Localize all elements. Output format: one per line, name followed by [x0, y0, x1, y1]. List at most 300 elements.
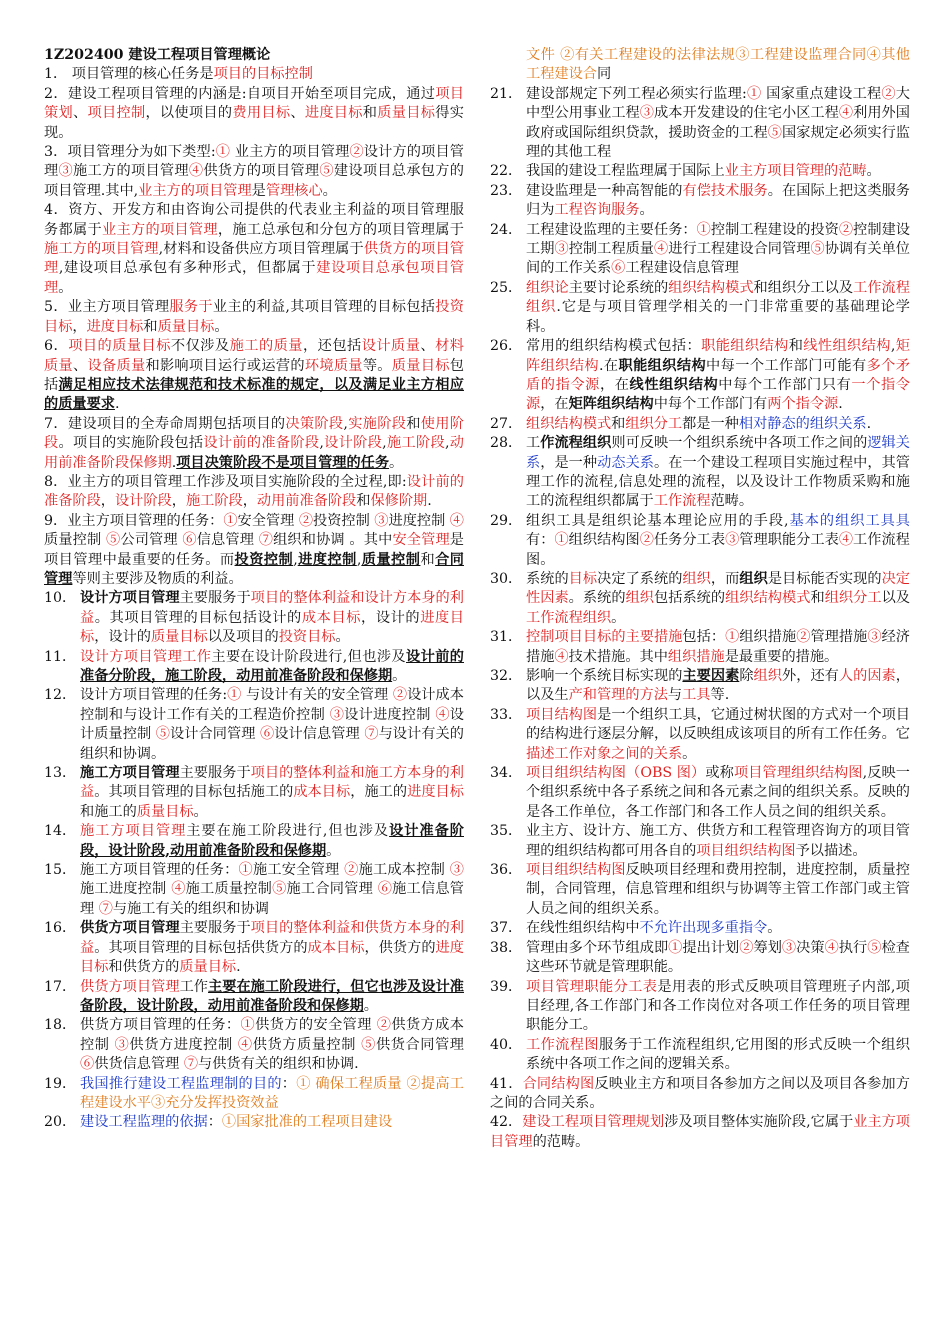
item-number: 32． [490, 668, 523, 684]
text-run: 7．建设项目的全寿命周期包括项目的 [44, 415, 286, 432]
text-run: 投资目标 [278, 629, 336, 646]
text-run: ④ [838, 105, 854, 122]
text-run: ⑤ [272, 881, 287, 898]
text-run: 建设工程项目管理规划 [522, 1114, 665, 1131]
text-run: ⑤ [361, 1036, 376, 1053]
text-run: 矩阵组织结构 [568, 396, 654, 413]
text-run: 职能组织结构 [618, 357, 707, 374]
text-run: ③ [867, 629, 882, 646]
text-run: 施工信息管理 [80, 881, 464, 917]
item-text [80, 1075, 464, 1114]
text-run: 项目的质量目标 [68, 338, 171, 355]
text-run: 供货信息管理 [94, 1056, 184, 1073]
text-run: 4．资方、开发方和由咨询公司提供的代表业主利益的项目管理服务都属于 [44, 202, 464, 238]
text-run: 包括系统的 [654, 590, 726, 607]
text-run: 项目组织结构图 [526, 862, 626, 879]
text-run: 和 [420, 551, 436, 568]
item-text [526, 85, 910, 163]
text-run: 和 [611, 415, 626, 432]
list-item [490, 434, 910, 512]
text-run: ⑤ [319, 163, 334, 180]
item-number: 36． [490, 862, 523, 879]
text-run: ① [746, 85, 762, 102]
text-run: ① 确保工程质量 [296, 1075, 407, 1092]
list-item [490, 221, 910, 279]
text-run: ⑥ [80, 1056, 95, 1073]
right-column [490, 46, 910, 1152]
text-run: ⑥ [611, 260, 626, 277]
text-run: ④ [171, 881, 186, 898]
text-run: 建设项目总承包项目管理 [44, 260, 464, 296]
text-run: 工具 [682, 687, 711, 704]
text-run: 施工成本控制 [358, 862, 450, 879]
text-run: 涉及项目整体实施阶段,它属于 [664, 1114, 854, 1131]
text-run: 逻辑关系 [526, 435, 910, 471]
text-run: 进度目标 [86, 318, 144, 335]
list-item [490, 279, 910, 337]
text-run: 大中型公用事业工程 [526, 85, 910, 122]
list-item [490, 1036, 910, 1075]
text-run: 以及项目的 [207, 629, 279, 646]
item-text [526, 570, 910, 628]
item-text [526, 512, 910, 570]
text-run: ③ [554, 241, 569, 258]
paragraph [44, 298, 464, 337]
text-run: 和影响项目运行或运营的 [145, 357, 305, 374]
text-run: ②提高工程建设水平③充分发挥投资效益 [80, 1075, 464, 1111]
text-run: 目标 [568, 570, 598, 587]
item-number: 16． [44, 920, 77, 937]
item-text [526, 1036, 910, 1075]
text-run: 经济措施 [526, 629, 910, 665]
text-run: , [444, 435, 450, 452]
text-run: 和 [810, 590, 825, 607]
text-run: ① [668, 939, 683, 956]
text-run: 供货方的安全管理 [255, 1017, 377, 1034]
text-run: 项目管理职能分工表 [526, 978, 658, 995]
text-run: 。 [58, 279, 73, 296]
text-run: 任务分工表 [653, 532, 726, 549]
text-run: 是 [251, 182, 266, 199]
item-number: 30． [490, 570, 523, 587]
text-run: .它是与项目管理学相关的一门非常重要的基础理论学科。 [526, 299, 910, 335]
text-run: . [838, 396, 843, 413]
text-run: 投资控制 [234, 551, 294, 568]
text-run: 。 [639, 202, 654, 219]
text-run: 。 [214, 318, 229, 335]
text-run: ① [554, 532, 569, 549]
text-run: 成本目标 [293, 784, 351, 801]
text-run: ，是一种 [540, 454, 598, 471]
text-run: 设计阶段 [323, 435, 383, 452]
text-run: 和 [143, 318, 158, 335]
text-run: 线性组织结构 [629, 376, 719, 393]
item-number: 34． [490, 765, 523, 782]
item-number: 15． [44, 862, 77, 879]
text-run: 、 [420, 338, 436, 355]
text-run: 决策阶段 [285, 415, 344, 432]
text-run: 和组织分工以及 [753, 279, 854, 296]
text-run: ，以使项目的 [145, 105, 233, 122]
text-run: 项目的整体利益和供货方本身的利益 [80, 920, 464, 956]
text-run: 设计方项目管理 [80, 590, 180, 607]
text-run: 项目组织结构图（OBS 图） [526, 765, 706, 782]
text-run: 、 [290, 105, 305, 122]
text-run: 组织分工 [625, 415, 683, 432]
text-run: 施工的质量 [229, 338, 303, 355]
text-run: ,建设项目总承包有多种形式，但都属于 [58, 260, 317, 277]
text-run: 多个矛盾的指令源 [526, 357, 910, 393]
text-run: 工程建设信息管理 [625, 260, 739, 277]
text-run: ①国家批准的工程项目建设 [221, 1114, 393, 1131]
list-item [44, 1113, 464, 1132]
item-number: 24． [490, 221, 523, 238]
text-run: 产和管理的方法 [568, 687, 668, 704]
text-run: ⑥ [260, 726, 275, 743]
text-run: 安全管理 [237, 512, 299, 529]
list-item [490, 764, 910, 822]
text-run: 业主方的项目管理 [101, 221, 218, 238]
text-run: ④ [449, 512, 464, 529]
text-run: 成本目标 [307, 939, 365, 956]
paragraph [490, 1075, 910, 1114]
text-run: 组织措施 [667, 648, 725, 665]
text-run: 利用外国政府或国际组织贷款，援助资金的工程 [526, 105, 910, 141]
text-run: 6． [44, 338, 69, 355]
list-item [490, 512, 910, 570]
text-run: 动态关系 [597, 454, 655, 471]
text-run: 描述工作对象之间的关系 [526, 745, 683, 762]
text-run: 控制建设工期 [526, 221, 910, 258]
list-item [44, 1016, 464, 1074]
paragraph [44, 415, 464, 473]
list-item [490, 939, 910, 978]
list-item [44, 919, 464, 977]
text-run: . [866, 415, 872, 432]
text-run: 业主方的项目管理 [138, 182, 252, 199]
text-run: 1． 项目管理的核心任务是 [44, 66, 214, 83]
item-number: 11． [44, 648, 77, 665]
text-run: 常用的组织结构模式包括： [526, 338, 702, 355]
text-run: 质量目标 [377, 105, 436, 122]
paragraph [490, 46, 910, 85]
text-run: 设计合同管理 [170, 726, 261, 743]
text-run: 予以描述。 [795, 842, 867, 859]
text-run: 质量目标 [136, 803, 194, 820]
list-item [44, 861, 464, 919]
text-run: 文件 ②有关工程建设的法律法规③工程建设监理合同④其他工程建设合 [526, 47, 910, 83]
text-run: 不仅涉及 [170, 338, 230, 355]
text-run: 系统的 [526, 570, 569, 587]
text-run: 施工阶段 [185, 493, 243, 510]
list-item [490, 667, 910, 706]
item-number: 33． [490, 706, 523, 723]
item-number: 27． [490, 415, 523, 432]
text-run: 进行工程建设合同管理 [668, 241, 811, 258]
text-run: 动用前准备阶段 [256, 493, 357, 510]
text-run: 则可反映一个组织系统中各项工作之间的 [611, 435, 868, 452]
text-run: 组织分工 [824, 590, 882, 607]
text-run: 设计进度控制 [344, 706, 436, 723]
text-run: ， [72, 318, 87, 335]
text-run: 和 [406, 415, 421, 432]
text-run: ② [796, 629, 811, 646]
text-run: 一个指令源 [526, 376, 910, 413]
text-run: ，设计的 [94, 629, 151, 646]
paragraph [44, 512, 464, 590]
text-run: 等则主要涉及物质的利益。 [72, 570, 243, 587]
text-run: 设计质量控制 [80, 706, 464, 743]
text-run: 组织结构图 [568, 532, 640, 549]
text-run: 设计方的项目管理 [44, 144, 464, 180]
text-run: 。 [767, 920, 782, 937]
text-run: , [293, 551, 298, 568]
text-run: 施工进度控制 [80, 881, 172, 898]
item-text [80, 978, 464, 1017]
text-run: 组织工具是组织论基本理论应用的手段, [526, 512, 789, 529]
text-run: 设计方项目管理工作 [80, 648, 212, 665]
text-run: ： [207, 1114, 222, 1131]
text-run: 。其项目管理的目标包括供货方的 [94, 939, 308, 956]
text-run: 安全管理 [392, 532, 450, 549]
text-run: 3．项目管理分为如下类型: [44, 144, 216, 161]
text-run: 。项目的实施阶段包括 [58, 435, 204, 452]
text-run: ② [376, 1017, 392, 1034]
text-run: ⑦ [183, 1056, 199, 1073]
text-run: 施工阶段 [386, 435, 445, 452]
text-run: 信息管理 [196, 532, 259, 549]
text-run: 。系统的 [568, 590, 626, 607]
text-run: 组织 [753, 668, 782, 684]
item-text [526, 939, 910, 978]
text-run: 工作流程图 [526, 1036, 599, 1053]
list-item [490, 182, 910, 221]
text-run: 协调有关单位间的工作关系 [526, 241, 910, 277]
text-run: 2．建设工程项目管理的内涵是:自项目开始至项目完成，通过 [44, 85, 436, 102]
text-run: 41． [490, 1075, 523, 1092]
text-run: 工 [526, 435, 541, 452]
text-run: 线性组织结构 [803, 338, 891, 355]
list-item [44, 589, 464, 647]
text-run: 材料质量 [44, 338, 464, 374]
text-run: 和 [356, 493, 371, 510]
text-run: 建设部规定下列工程必须实行监理: [526, 85, 747, 102]
item-text [526, 628, 910, 667]
list-item [490, 415, 910, 434]
text-run: 业主方、设计方、施工方、供货方和工程管理咨询方的项目管理的组织结构都可用各自的 [526, 823, 910, 859]
text-run: 组织和协调 。其中 [273, 532, 393, 549]
item-text [80, 589, 464, 647]
text-run: 合同管理 [44, 551, 464, 587]
text-run: 有偿技术服务 [682, 182, 768, 199]
text-run: ，在 [540, 396, 569, 413]
text-run: 设计前的准备阶段 [44, 473, 464, 510]
paragraph [44, 85, 464, 143]
text-run: 。 [326, 842, 341, 859]
text-run: 实施阶段 [347, 415, 407, 432]
text-run: 检查 这些环节就是管理职能。 [526, 939, 910, 976]
text-run: 外，还有 [782, 668, 839, 684]
text-run: ，而 [710, 570, 740, 587]
text-run: 1Z202400 建设工程项目管理概论 [44, 47, 271, 63]
list-item [44, 1075, 464, 1114]
text-run: ④ [435, 706, 450, 723]
text-run: 供货方的项目管理 [203, 163, 320, 180]
text-run: 项目决策阶段不是项目管理的任务 [176, 454, 390, 471]
text-run: 合同结构图 [522, 1075, 595, 1092]
text-run: 业主方项目管理 [490, 1114, 910, 1150]
text-run: , [890, 338, 896, 355]
text-run: 质量目标 [391, 357, 450, 374]
item-text [526, 764, 910, 822]
item-number: 13． [44, 765, 77, 782]
item-number: 21． [490, 85, 523, 102]
text-run: 供货方项目管理的任务： [80, 1017, 241, 1034]
text-run: 是目标能否实现的 [767, 570, 882, 587]
text-run: 、 [72, 357, 88, 374]
text-run: 施工方的项目管理 [44, 241, 159, 258]
list-item [44, 822, 464, 861]
text-run: 控制项目目标的主要措施 [526, 629, 683, 646]
text-run: 项目的目标控制 [213, 66, 313, 83]
item-number: 38． [490, 939, 523, 956]
paragraph [44, 201, 464, 298]
text-run: 有： [526, 532, 555, 549]
text-run: 管理职能分工表 [739, 532, 839, 549]
text-run: 包括： [682, 629, 726, 646]
text-run: 组织结构模式 [668, 279, 754, 296]
text-run: 公司管理 [120, 532, 183, 549]
section-title [44, 46, 464, 65]
text-run: 建设项目总承包方的项目管理.其中, [44, 163, 464, 199]
text-run: ③ [639, 105, 654, 122]
text-run: 管理由多个环节组成即 [526, 939, 669, 956]
text-run: 组织 [739, 570, 768, 587]
text-run: 投资目标 [44, 299, 464, 335]
text-run: 。 [193, 803, 208, 820]
text-run: . [427, 493, 432, 510]
text-run: 组织论 [526, 279, 569, 296]
text-run: 以及 [881, 590, 910, 607]
item-text [526, 279, 910, 337]
text-run: 除 [739, 668, 754, 684]
text-run: ⑤ [867, 939, 882, 956]
text-run: 等. [710, 687, 730, 704]
item-text [526, 706, 910, 764]
text-run: 施工方的项目管理 [73, 163, 189, 180]
text-run: 工作流程组织 [526, 609, 612, 626]
text-run: 服务于工作流程组织,它用图的形式反映一个组织系统中各项工作之间的逻辑关系。 [526, 1036, 910, 1073]
text-run: 作流程组织 [540, 435, 612, 452]
text-run: ② [639, 532, 654, 549]
text-run: 的范畴。 [532, 1133, 590, 1150]
text-run: ： [281, 1075, 297, 1092]
text-run: ,反映一个组织系统中各子系统之间和各元素之间的组织关系。反映的是各工作单位，各工作部门和各工作人员之间的组织关系。 [526, 765, 910, 820]
item-text [80, 1016, 464, 1074]
text-run: 供货方项目管理 [80, 920, 180, 937]
text-run: 同 [596, 66, 612, 83]
list-item [44, 978, 464, 1017]
item-text [80, 764, 464, 822]
text-run: ， [100, 493, 115, 510]
text-run: . [236, 959, 241, 976]
item-text [526, 182, 910, 221]
paragraph [44, 473, 464, 512]
item-text [526, 337, 910, 415]
text-run: 项目管理组织结构图 [733, 765, 863, 782]
text-run: ① [238, 862, 253, 879]
text-run: ① [227, 687, 242, 704]
text-run: 是项目管理中最重要的任务。而 [44, 532, 464, 568]
list-item [490, 337, 910, 415]
item-number: 18． [44, 1017, 77, 1034]
list-item [490, 628, 910, 667]
text-run: 供货方项目管理 [80, 978, 180, 995]
text-run: 反映业主方和项目各参加方之间以及项目各参加方之间的合同关系。 [490, 1075, 910, 1111]
list-item [44, 648, 464, 687]
text-run: 与设计有关的组织和协调。 [80, 726, 464, 762]
text-run: 施工质量控制 [185, 881, 273, 898]
list-item [490, 978, 910, 1036]
text-run: 使用阶段 [44, 415, 464, 452]
item-text [526, 919, 910, 938]
item-text [80, 919, 464, 977]
text-run: 。 [392, 668, 407, 684]
text-run: 主要讨论系统的 [568, 279, 669, 296]
text-run: ③ [114, 1036, 130, 1053]
paragraph [44, 65, 464, 84]
text-run: 服务于 [169, 299, 213, 316]
text-run: 和 [788, 338, 804, 355]
text-run: 5．业主方项目管理 [44, 299, 170, 316]
paragraph [490, 1113, 910, 1152]
text-run: 项目结构图 [526, 706, 598, 723]
text-run: 工作流程组织 [526, 279, 910, 316]
text-run: 项目策划 [44, 85, 464, 122]
text-run: 进度目标 [407, 784, 464, 801]
text-run: 主要服务于 [179, 590, 251, 607]
text-run: 工作流程图。 [526, 532, 910, 568]
item-number: 10． [44, 590, 77, 607]
text-run: 进度目标 [80, 939, 464, 976]
text-run: 决策 [796, 939, 825, 956]
item-number: 14． [44, 823, 77, 840]
text-run: 技术措施。其中 [568, 648, 668, 665]
text-run: ④ [188, 163, 204, 180]
text-run: 决定了系统的 [597, 570, 683, 587]
left-column [44, 46, 464, 1133]
text-run: 管理措施 [810, 629, 868, 646]
item-number: 39． [490, 978, 523, 995]
list-item [490, 85, 910, 163]
text-run: 主要在施工阶段进行,但也涉及 [186, 823, 390, 840]
text-run: 9．业主方项目管理的任务： [44, 512, 224, 529]
text-run: ③ [725, 532, 740, 549]
text-run: . [171, 454, 177, 471]
text-run: 组织结构模式 [725, 590, 811, 607]
text-run: ① [223, 512, 238, 529]
text-run: 项目的整体利益和设计方本身的利益 [80, 590, 464, 626]
item-text [80, 822, 464, 861]
text-run: ⑤ [810, 241, 825, 258]
text-run: ① [696, 221, 711, 238]
text-run: ，供货方的 [364, 939, 436, 956]
text-run: 国家重点建设工程 [761, 85, 882, 102]
text-run: ③ [781, 939, 797, 956]
text-run: 组织 [625, 590, 655, 607]
text-run: 环境质量 [304, 357, 363, 374]
item-text [80, 648, 464, 687]
